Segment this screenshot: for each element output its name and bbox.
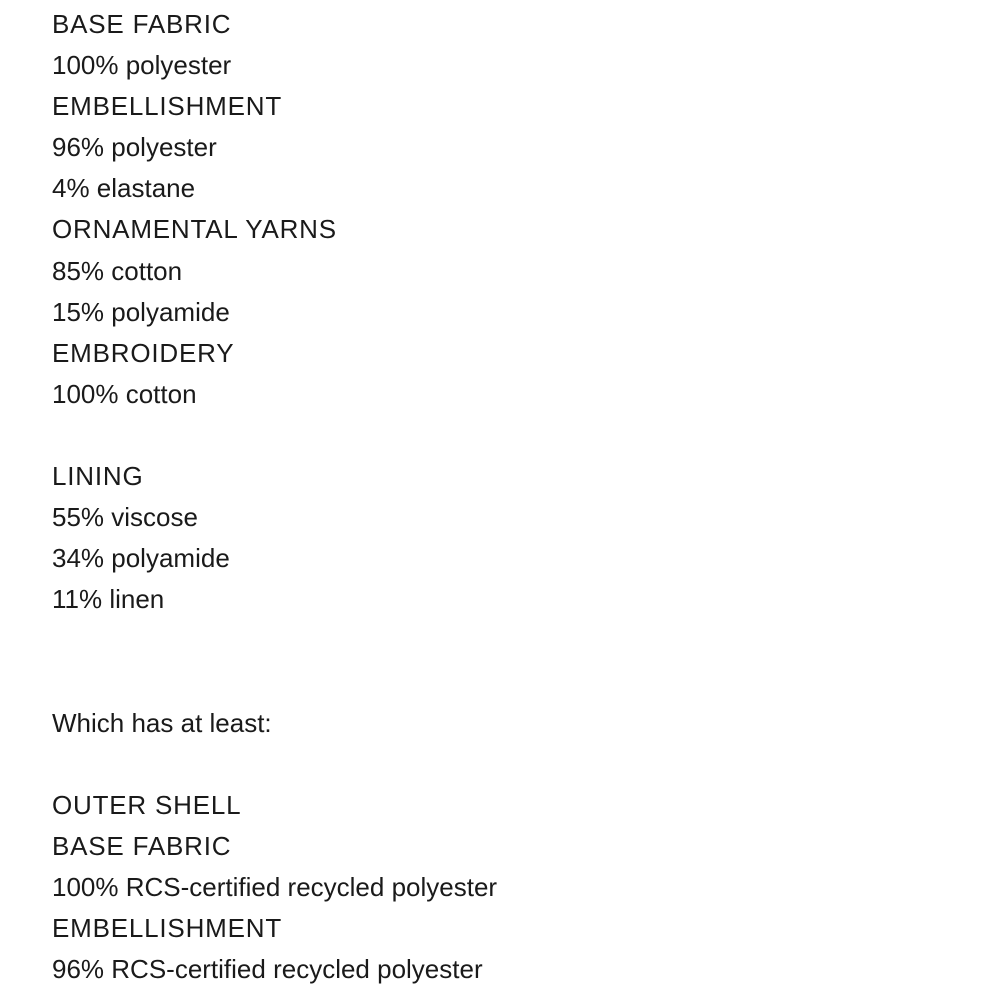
spacer (52, 620, 972, 661)
embellishment-heading: EMBELLISHMENT (52, 91, 283, 122)
lining-heading: LINING (52, 461, 144, 492)
spacer (52, 662, 972, 703)
certified-base-fabric-item: 100% RCS-certified recycled polyester (52, 871, 498, 902)
embellishment-item: 4% elastane (52, 173, 196, 204)
base-fabric-item: 100% polyester (52, 50, 232, 81)
certified-embellishment-heading: EMBELLISHMENT (52, 913, 283, 944)
lining-item: 55% viscose (52, 502, 198, 533)
base-fabric-heading: BASE FABRIC (52, 9, 232, 39)
intro-text: Which has at least: (52, 707, 272, 738)
spacer (52, 415, 972, 456)
embroidery-heading: EMBROIDERY (52, 337, 235, 368)
outer-shell-heading: OUTER SHELL (52, 789, 242, 820)
composition-document (52, 4, 972, 990)
ornamental-yarns-item: 15% polyamide (52, 296, 230, 327)
ornamental-yarns-heading: ORNAMENTAL YARNS (52, 214, 337, 245)
ornamental-yarns-item: 85% cotton (52, 255, 183, 286)
embroidery-item: 100% cotton (52, 378, 197, 409)
lining-item: 34% polyamide (52, 543, 230, 574)
spacer (52, 744, 972, 785)
lining-item: 11% linen (52, 584, 165, 615)
certified-base-fabric-heading: BASE FABRIC (52, 830, 232, 861)
embellishment-item: 96% polyester (52, 132, 217, 163)
certified-embellishment-item: 96% RCS-certified recycled polyester (52, 954, 483, 985)
